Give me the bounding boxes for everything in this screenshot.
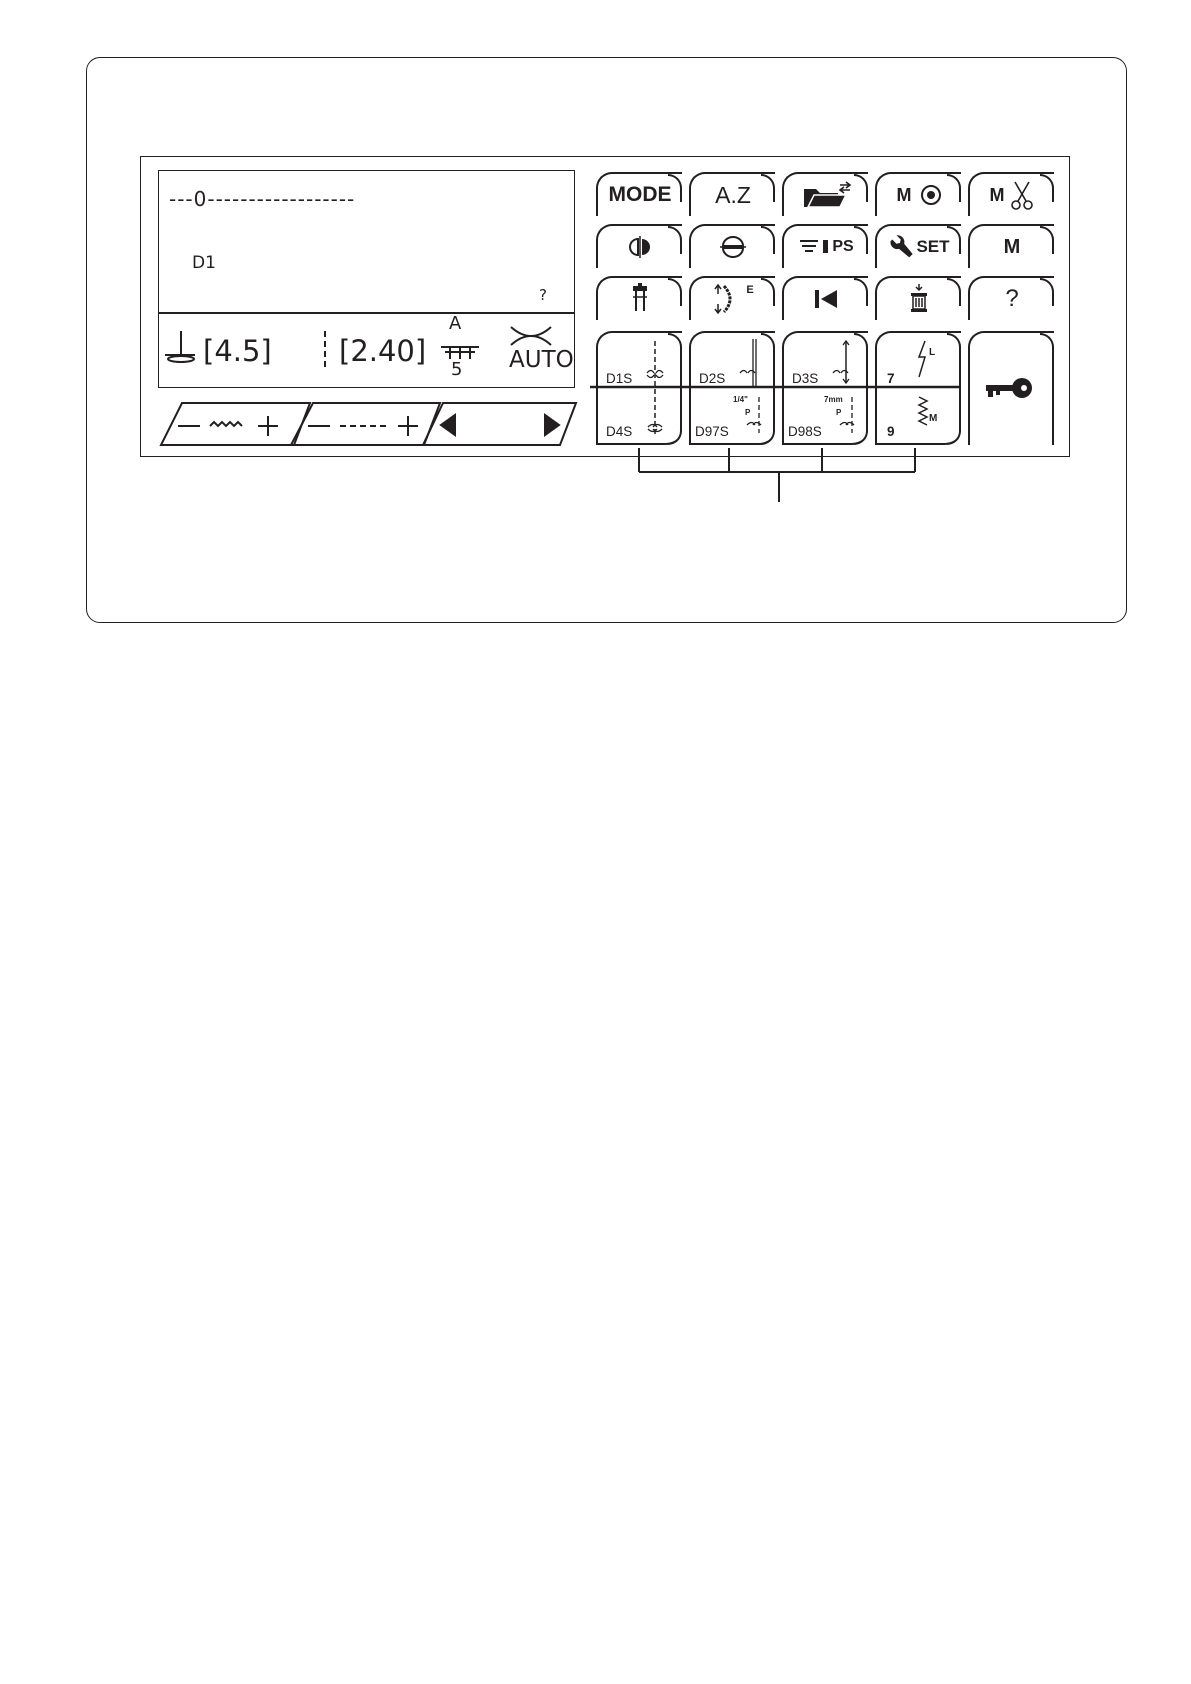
tension-mode: A bbox=[449, 313, 462, 334]
width-control-buttons bbox=[161, 403, 310, 445]
direct-key-2-top-label: D2S bbox=[699, 371, 726, 386]
navigation-buttons bbox=[423, 403, 576, 445]
direct-key-3-bottom-label: D98S bbox=[788, 424, 822, 439]
start-icon bbox=[813, 288, 839, 310]
direct-key-4[interactable] bbox=[875, 331, 961, 445]
elongation-icon bbox=[712, 282, 746, 316]
direct-key-4-bottom-label: 9 bbox=[887, 424, 895, 439]
length-control-buttons bbox=[291, 403, 440, 445]
record-icon bbox=[920, 184, 942, 206]
file-button[interactable] bbox=[782, 172, 868, 216]
twin-needle-icon bbox=[630, 283, 650, 315]
direct-key-4-top-label: 7 bbox=[887, 371, 895, 386]
quarter-inch-seam-icon bbox=[737, 337, 767, 437]
memory-recall-button[interactable]: M bbox=[875, 172, 961, 216]
scissors-icon bbox=[1009, 179, 1035, 211]
key-lock-icon bbox=[984, 375, 1034, 403]
direct-key-3-top-label: D3S bbox=[792, 371, 819, 386]
stitch-width-value: [4.5] bbox=[203, 334, 272, 368]
elongation-button[interactable]: E bbox=[689, 276, 775, 320]
direct-key-3[interactable] bbox=[782, 331, 868, 445]
mode-button[interactable]: MODE bbox=[596, 172, 682, 216]
straight-stitch-icon bbox=[646, 339, 672, 439]
lock-button[interactable] bbox=[968, 331, 1054, 445]
stitch-length-value: [2.40] bbox=[339, 334, 427, 368]
memory-button[interactable]: M bbox=[968, 224, 1054, 268]
direct-key-2-bottom-label: D97S bbox=[695, 424, 729, 439]
direct-key-1[interactable] bbox=[596, 331, 682, 445]
quarter-inch-note: 1/4" bbox=[733, 395, 748, 404]
mirror-button[interactable] bbox=[596, 224, 682, 268]
flip-button[interactable] bbox=[689, 224, 775, 268]
bobbin-wind-button[interactable] bbox=[875, 276, 961, 320]
presser-foot-icon bbox=[798, 237, 832, 257]
presser-foot-button[interactable]: PS bbox=[782, 224, 868, 268]
right-arrow-icon[interactable] bbox=[545, 415, 559, 435]
pivot-note-2: P bbox=[836, 408, 842, 417]
zigzag-m-note: M bbox=[929, 413, 938, 424]
help-button[interactable]: ? bbox=[968, 276, 1054, 320]
bobbin-icon bbox=[908, 283, 930, 315]
seven-mm-note: 7mm bbox=[824, 395, 843, 404]
direct-key-2[interactable] bbox=[689, 331, 775, 445]
help-indicator: ? bbox=[539, 286, 547, 304]
lightning-stitch-icon bbox=[911, 337, 938, 441]
flip-icon bbox=[719, 235, 747, 259]
auto-label: AUTO bbox=[509, 347, 574, 373]
left-arrow-icon[interactable] bbox=[441, 415, 455, 435]
pattern-start-button[interactable] bbox=[782, 276, 868, 320]
settings-button[interactable]: SET bbox=[875, 224, 961, 268]
lightning-l-note: L bbox=[929, 347, 936, 358]
mirror-icon bbox=[626, 235, 654, 259]
triple-stitch-icon bbox=[830, 337, 860, 437]
memory-cut-button[interactable]: M bbox=[968, 172, 1054, 216]
pivot-note-1: P bbox=[745, 408, 751, 417]
direct-key-1-top-label: D1S bbox=[606, 371, 633, 386]
stitch-pattern-preview: ---0------------------ bbox=[169, 187, 356, 211]
twin-needle-button[interactable] bbox=[596, 276, 682, 320]
direct-key-1-bottom-label: D4S bbox=[606, 424, 633, 439]
pattern-name: D1 bbox=[192, 253, 216, 273]
direct-keys-bracket bbox=[639, 448, 915, 502]
folder-swap-icon bbox=[798, 179, 854, 211]
zigzag-stitch-icon bbox=[919, 397, 927, 425]
alphabet-button[interactable]: A.Z bbox=[689, 172, 775, 216]
tension-value: 5 bbox=[451, 359, 463, 380]
length-buttons-frame[interactable] bbox=[291, 403, 440, 445]
zigzag-icon bbox=[210, 422, 242, 426]
wrench-icon bbox=[888, 233, 916, 261]
